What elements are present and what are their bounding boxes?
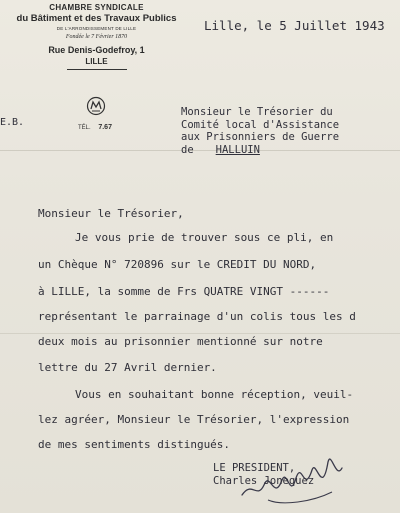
date-line: Lille, le 5 Juillet 1943 (204, 18, 385, 33)
letterhead (14, 3, 179, 72)
monogram-logo-icon (86, 96, 106, 116)
letterhead-street: Rue Denis-Godefroy, 1 (48, 45, 145, 55)
body-line: Vous en souhaitant bonne réception, veuil- (75, 388, 354, 401)
letterhead-city: LILLE (85, 57, 108, 66)
letterhead-org: CHAMBRE SYNDICALE (49, 3, 144, 12)
body-line: un Chèque N° 720896 sur le CREDIT DU NORD, (38, 258, 317, 271)
letterhead-founded: Fondée le 7 Février 1870 (65, 34, 128, 40)
signatory-title: LE PRESIDENT, (213, 462, 296, 474)
recipient-line (181, 144, 339, 157)
recipient-prefix: de (181, 143, 194, 156)
body-line: représentant le parrainage d'un colis tous les d (38, 310, 356, 323)
recipient-line: aux Prisonniers de Guerre (181, 131, 340, 143)
body-line: Je vous prie de trouver sous ce pli, en (75, 231, 334, 244)
signatory-name: Charles Jonequez (213, 475, 315, 487)
recipient-place: HALLUIN (215, 143, 260, 156)
body-line: lez agréer, Monsieur le Trésorier, l'expression (38, 413, 350, 426)
recipient-address (181, 106, 339, 156)
reference-initials: E.B. (0, 117, 25, 128)
paper-fold (0, 333, 400, 334)
signature-block (213, 462, 314, 488)
telephone-number: 7.67 (98, 124, 112, 131)
telephone (78, 124, 112, 131)
recipient-line: Monsieur le Trésorier du (181, 106, 333, 118)
salutation: Monsieur le Trésorier, (38, 207, 184, 220)
telephone-label: TÉL. (78, 125, 91, 131)
letterhead-org-sub: du Bâtiment et des Travaux Publics (16, 13, 177, 24)
letterhead-district: DE L'ARRONDISSEMENT DE LILLE (56, 26, 137, 31)
body-line: deux mois au prisonnier mentionné sur notre (38, 335, 323, 348)
recipient-line: Comité local d'Assistance (181, 118, 340, 131)
body-line: de mes sentiments distingués. (38, 438, 231, 451)
letterhead-rule (67, 69, 127, 70)
body-line: à LILLE, la somme de Frs QUATRE VINGT ------ (38, 285, 330, 298)
body-line: lettre du 27 Avril dernier. (38, 361, 217, 374)
